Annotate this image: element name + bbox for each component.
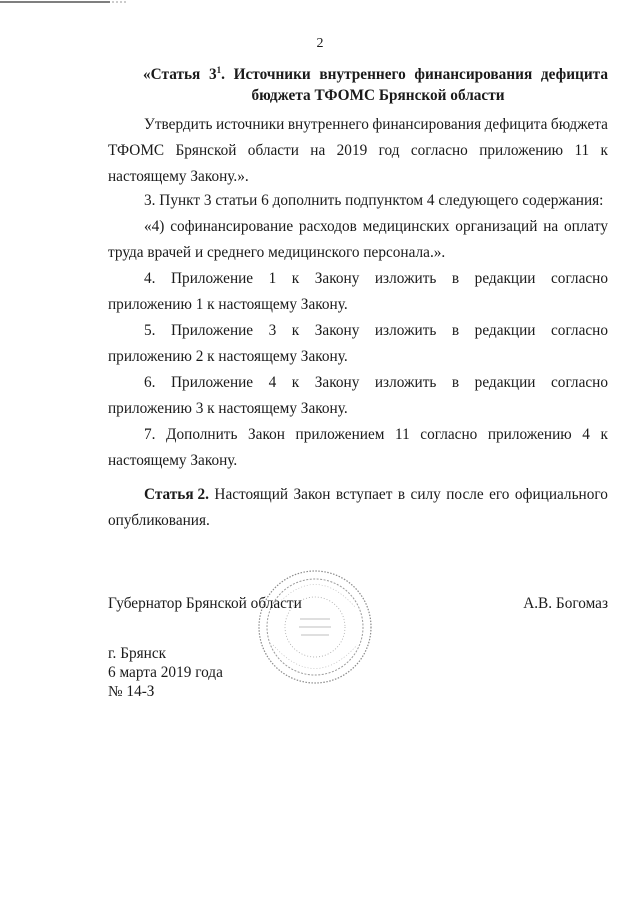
paragraph-item-4: 4. Приложение 1 к Закону изложить в редакции согласно приложению 1 к настоящему Закону. [108,270,608,313]
scan-edge-mark [0,0,130,6]
paragraph-item-6: 6. Приложение 4 к Закону изложить в редакции согласно приложению 3 к настоящему Закону. [108,374,608,417]
heading-line-2: бюджета ТФОМС Брянской области [251,87,505,104]
paragraph-item-7: 7. Дополнить Закон приложением 11 согласно приложению 4 к настоящему Закону. [108,426,608,469]
paragraph-item-3: 3. Пункт 3 статьи 6 дополнить подпунктом 4 следующего содержания: [144,192,604,209]
heading-line-1: «Статья $3^1$. Источники внутреннего финансирования дефицита [143,64,608,83]
paragraph-subitem-4: «4) софинансирование расходов медицинских организаций на оплату труда врачей и среднего медицинского персонала.». [108,218,608,261]
footer-city: г. Брянск [108,645,167,662]
signatory-name: А.В. Богомаз [523,595,608,612]
paragraph-approve-sources: Утвердить источники внутреннего финансирования дефицита бюджета ТФОМС Брянской области на 2019 год согласно приложению 11 к настоящему Закону.». [108,116,608,185]
paragraph-article-2: Статья 2. Настоящий Закон вступает в силу после его официального опубликования. [108,482,608,534]
signatory-title: Губернатор Брянской области [108,595,302,612]
article-2-label: Статья 2. [144,486,209,503]
footer-date: 6 марта 2019 года [108,664,223,681]
paragraph-item-5: 5. Приложение 3 к Закону изложить в редакции согласно приложению 2 к настоящему Закону. [108,322,608,365]
footer-number: № 14-З [108,683,155,700]
document-footer [108,644,223,701]
official-seal-stamp [255,567,375,687]
page-number: 2 [316,36,324,51]
article-heading [108,64,608,106]
